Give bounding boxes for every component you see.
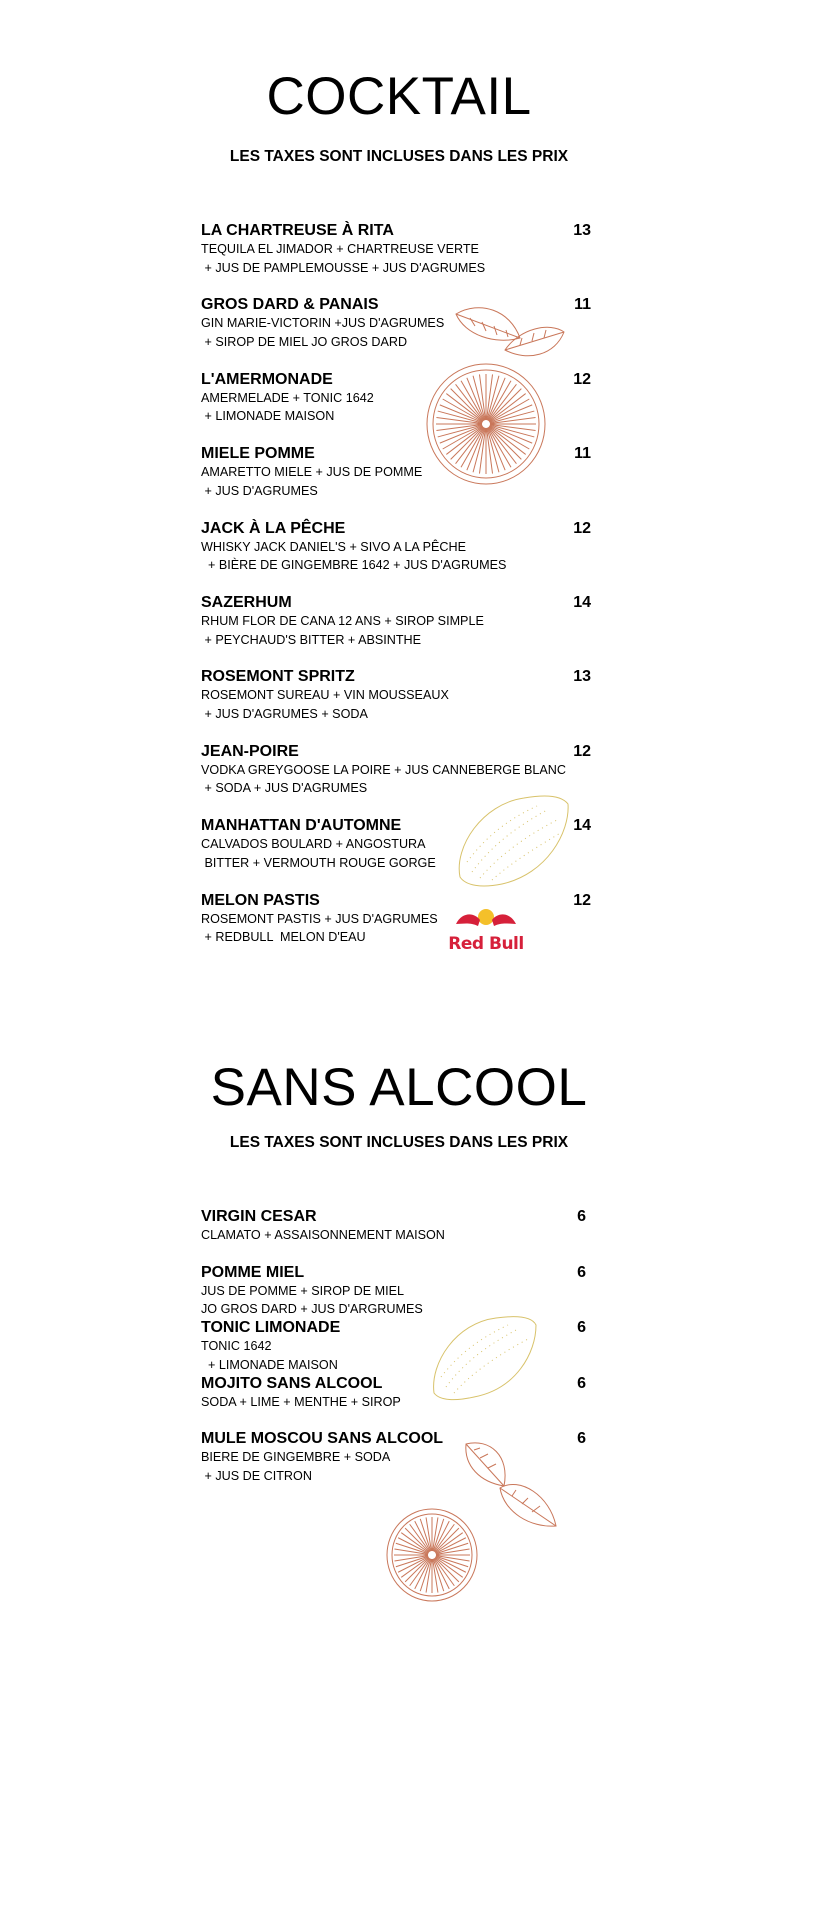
- menu-item: [201, 222, 591, 277]
- item-description-line: WHISKY JACK DANIEL'S + SIVO A LA PÊCHE: [201, 539, 466, 554]
- item-price: 6: [577, 1263, 586, 1281]
- menu-item: [201, 668, 591, 723]
- item-description-line: + JUS DE CITRON: [201, 1468, 312, 1483]
- item-price: 6: [577, 1208, 586, 1225]
- citrus-slice-sketch-icon-2: [384, 1507, 480, 1603]
- item-price: 13: [573, 222, 591, 239]
- item-description-line: ROSEMONT PASTIS + JUS D'AGRUMES: [201, 911, 438, 926]
- item-name: JEAN-POIRE: [201, 742, 299, 760]
- item-description-line: + SIROP DE MIEL JO GROS DARD: [201, 334, 408, 349]
- item-name: ROSEMONT SPRITZ: [201, 668, 355, 686]
- item-description-line: BIERE DE GINGEMBRE + SODA: [201, 1450, 391, 1464]
- item-price: 12: [573, 519, 591, 537]
- sans-alcool-tax-note: LES TAXES SONT INCLUSES DANS LES PRIX: [229, 1134, 569, 1151]
- cocktail-tax-note: LES TAXES SONT INCLUSES DANS LES PRIX: [229, 148, 569, 165]
- item-description-line: JUS DE POMME + SIROP DE MIEL: [201, 1283, 405, 1298]
- item-price: 12: [573, 891, 591, 909]
- item-description-line: + LIMONADE MAISON: [201, 1357, 338, 1372]
- item-price: 6: [577, 1374, 586, 1392]
- item-name: POMME MIEL: [201, 1263, 305, 1281]
- item-description-line: TONIC 1642: [201, 1339, 272, 1353]
- item-description-line: RHUM FLOR DE CANA 12 ANS + SIROP SIMPLE: [201, 614, 484, 628]
- item-name: MOJITO SANS ALCOOL: [201, 1374, 383, 1392]
- item-description-line: AMARETTO MIELE + JUS DE POMME: [201, 465, 423, 480]
- item-description-line: TEQUILA EL JIMADOR + CHARTREUSE VERTE: [201, 242, 479, 256]
- item-price: 11: [574, 296, 591, 314]
- item-price: 13: [573, 668, 591, 686]
- menu-item: [201, 594, 591, 649]
- item-description-line: + BIÈRE DE GINGEMBRE 1642 + JUS D'AGRUMES: [201, 558, 507, 573]
- citrus-slice-sketch-icon: [424, 362, 549, 487]
- redbull-logo: [448, 906, 524, 954]
- menu-item: [201, 1208, 586, 1245]
- item-price: 6: [577, 1430, 586, 1447]
- item-price: 14: [573, 817, 591, 835]
- item-price: 6: [577, 1319, 586, 1336]
- item-description-line: GIN MARIE-VICTORIN +JUS D'AGRUMES: [201, 316, 445, 331]
- item-description-line: AMERMELADE + TONIC 1642: [201, 390, 374, 405]
- item-description-line: + JUS D'AGRUMES + SODA: [201, 706, 368, 721]
- item-name: SAZERHUM: [201, 594, 292, 611]
- item-name: VIRGIN CESAR: [201, 1208, 317, 1225]
- item-description-line: + JUS D'AGRUMES: [201, 483, 318, 498]
- item-price: 12: [573, 742, 591, 760]
- sans-alcool-title: SANS ALCOOL: [210, 1058, 588, 1117]
- item-name: L'AMERMONADE: [201, 370, 333, 388]
- item-description-line: JO GROS DARD + JUS D'ARGRUMES: [201, 1302, 423, 1316]
- item-description-line: + JUS DE PAMPLEMOUSSE + JUS D'AGRUMES: [201, 260, 486, 275]
- menu-item: [201, 743, 591, 798]
- item-name: TONIC LIMONADE: [201, 1319, 341, 1336]
- item-description-line: + PEYCHAUD'S BITTER + ABSINTHE: [201, 632, 422, 647]
- redbull-bulls-icon: [448, 906, 524, 930]
- item-name: MULE MOSCOU SANS ALCOOL: [201, 1430, 444, 1447]
- lemon-sketch-icon: [452, 792, 572, 890]
- item-name: LA CHARTREUSE À RITA: [201, 222, 394, 239]
- item-description-line: + REDBULL MELON D'EAU: [201, 930, 366, 945]
- item-price: 14: [573, 594, 591, 611]
- menu-item: [201, 520, 591, 575]
- basil-leaves-sketch-icon: [450, 300, 570, 365]
- item-name: MIELE POMME: [201, 445, 315, 463]
- item-price: 11: [574, 445, 591, 463]
- item-description-line: + LIMONADE MAISON: [201, 409, 335, 424]
- item-description-line: + SODA + JUS D'AGRUMES: [201, 781, 368, 796]
- item-name: MELON PASTIS: [201, 891, 320, 909]
- item-description-line: CALVADOS BOULARD + ANGOSTURA: [201, 837, 426, 852]
- item-description-line: ROSEMONT SUREAU + VIN MOUSSEAUX: [201, 688, 449, 703]
- cocktail-title: COCKTAIL: [266, 67, 532, 126]
- lemon-sketch-icon-2: [428, 1313, 538, 1403]
- item-name: MANHATTAN D'AUTOMNE: [201, 817, 402, 835]
- item-name: GROS DARD & PANAIS: [201, 296, 379, 314]
- menu-item: [201, 892, 591, 947]
- menu-item: [201, 1264, 586, 1319]
- item-price: 12: [573, 370, 591, 388]
- item-description-line: BITTER + VERMOUTH ROUGE GORGE: [201, 855, 436, 870]
- item-description-line: VODKA GREYGOOSE LA POIRE + JUS CANNEBERGE BLANC: [201, 762, 566, 777]
- item-description-line: CLAMATO + ASSAISONNEMENT MAISON: [201, 1228, 445, 1242]
- item-description-line: SODA + LIME + MENTHE + SIROP: [201, 1394, 401, 1409]
- redbull-wordmark: Red Bull: [448, 934, 524, 954]
- item-name: JACK À LA PÊCHE: [201, 519, 346, 537]
